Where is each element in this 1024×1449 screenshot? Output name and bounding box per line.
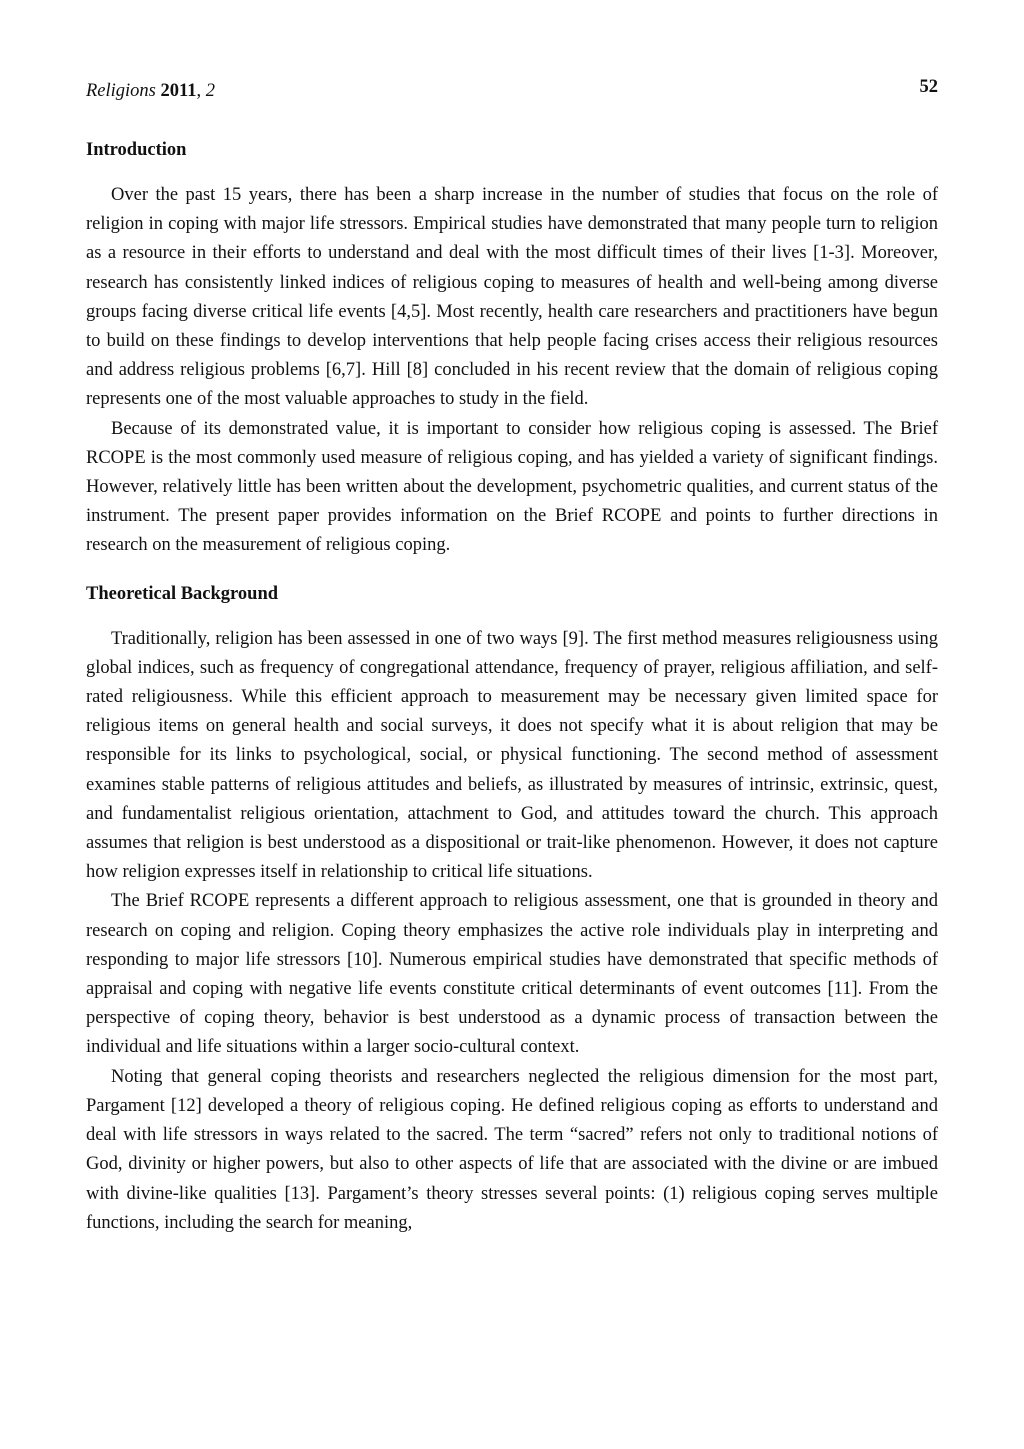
paragraph: The Brief RCOPE represents a different approach to religious assessment, one that is grounded in theory and research on coping and religion. Coping theory emphasizes the active role individuals play in interpreting and responding to major life stressors [10]. Numerous empirical studies have demonstrated that specific methods of appraisal and coping with negative life events constitute critical determinants of event outcomes [11]. From the perspective of coping theory, behavior is best understood as a dynamic process of transaction between the individual and life situations within a larger socio-cultural context. xyxy=(86,891,938,1058)
header-separator: , xyxy=(196,81,206,101)
running-head xyxy=(86,80,215,102)
journal-name: Religions xyxy=(86,81,156,101)
section-theoretical-background xyxy=(86,581,938,1238)
section-heading: Theoretical Background xyxy=(86,583,279,604)
page-number: 52 xyxy=(919,77,938,97)
paragraph: Because of its demonstrated value, it is important to consider how religious coping is assessed. The Brief RCOPE is the most commonly used measure of religious coping, and has yielded a variety of significant findings. However, relatively little has been written about the development, psychometric qualities, and current status of the instrument. The present paper provides information on the Brief RCOPE and points to further directions in research on the measurement of religious coping. xyxy=(86,418,938,556)
section-spacer xyxy=(86,561,938,581)
journal-year: 2011 xyxy=(160,81,197,101)
paragraph: Noting that general coping theorists and researchers neglected the religious dimension for the most part, Pargament [12] developed a theory of religious coping. He defined religious coping as efforts to understand and deal with life stressors in ways related to the sacred. The term “sacred” refers not only to traditional notions of God, divinity or higher powers, but also to other aspects of life that are associated with the divine or are imbued with divine-like qualities [13]. Pargament’s theory stresses several points: (1) religious coping serves multiple functions, including the search for meaning, xyxy=(86,1066,938,1233)
article-body xyxy=(86,137,938,1238)
journal-volume: 2 xyxy=(205,81,215,101)
paragraph: Traditionally, religion has been assessed in one of two ways [9]. The first method measures religiousness using global indices, such as frequency of congregational attendance, frequency of prayer, religious affiliation, and self-rated religiousness. While this efficient approach to measurement may be necessary given limited space for religious items on general health and social surveys, it does not specify what it is about religion that may be responsible for its links to psychological, social, or physical functioning. The second method of assessment examines stable patterns of religious attitudes and beliefs, as illustrated by measures of intrinsic, extrinsic, quest, and fundamentalist religious orientation, attachment to God, and attitudes toward the church. This approach assumes that religion is best understood as a dispositional or trait-like phenomenon. However, it does not capture how religion expresses itself in relationship to critical life situations. xyxy=(86,628,938,883)
section-introduction xyxy=(86,137,938,561)
paragraph: Over the past 15 years, there has been a sharp increase in the number of studies that focus on the role of religion in coping with major life stressors. Empirical studies have demonstrated that many people turn to religion as a resource in their efforts to understand and deal with the most difficult times of their lives [1-3]. Moreover, research has consistently linked indices of religious coping to measures of health and well-being among diverse groups facing diverse critical life events [4,5]. Most recently, health care researchers and practitioners have begun to build on these findings to develop interventions that help people facing crises access their religious resources and address religious problems [6,7]. Hill [8] concluded in his recent review that the domain of religious coping represents one of the most valuable approaches to study in the field. xyxy=(86,185,938,410)
section-heading: Introduction xyxy=(86,140,187,160)
